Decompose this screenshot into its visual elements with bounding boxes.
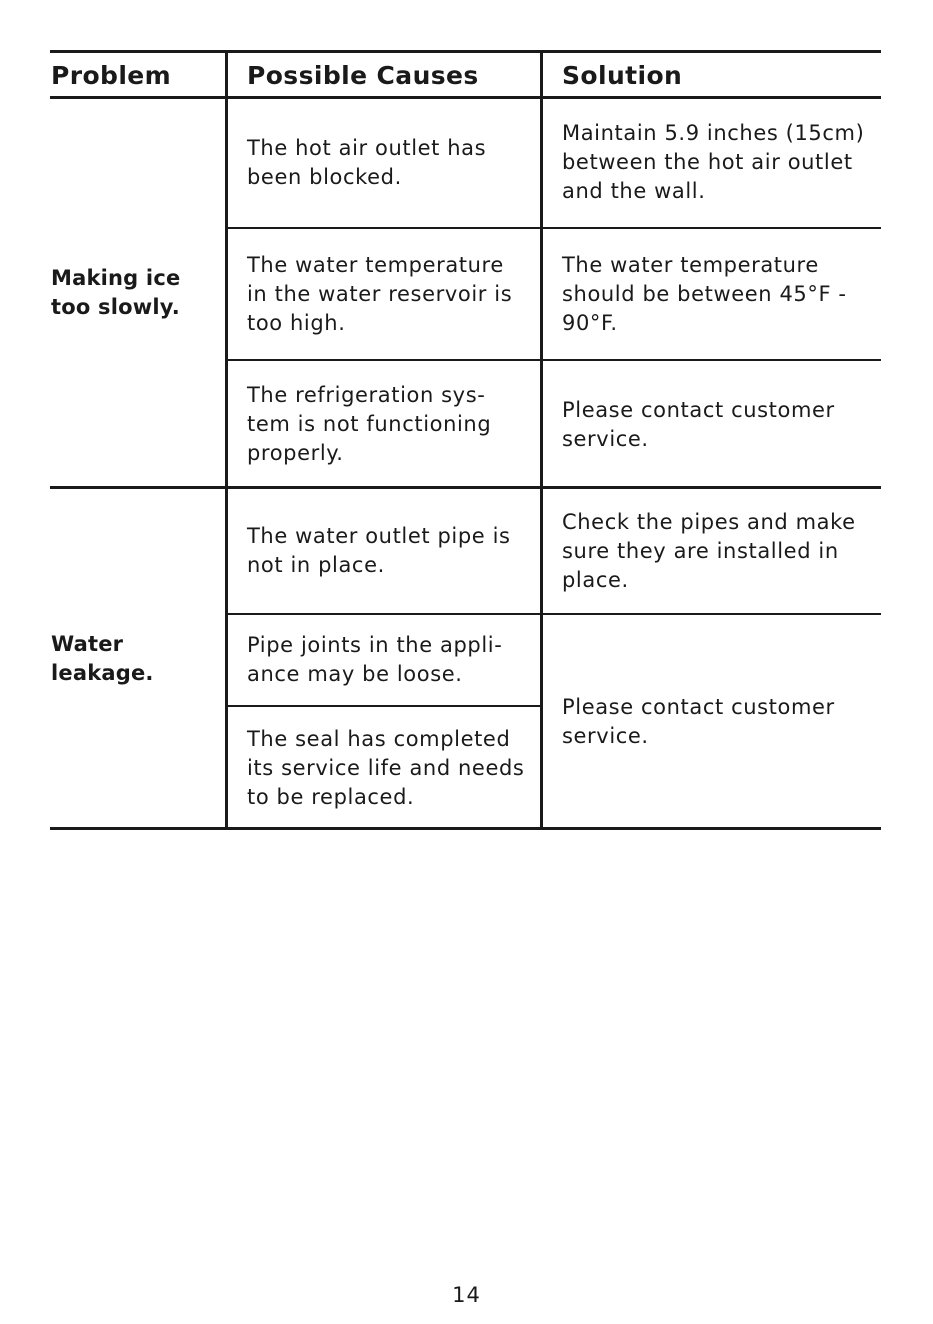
header-bottom-rule [50,96,881,99]
solution-cell: The water temperature should be between 45°F - 90°F. [562,253,847,335]
column-divider [540,50,543,830]
row-divider [227,613,881,615]
cause-cell: The seal has completed its service life and needs to be replaced. [247,727,525,809]
table-bottom-rule [50,827,881,830]
table-top-rule [50,50,881,53]
page-number: 14 [452,1283,481,1307]
cause-cell: The water outlet pipe is not in place. [247,524,511,577]
problem-making-ice-slowly: Making ice too slowly. [51,266,181,319]
header-solution: Solution [562,61,683,90]
header-problem: Problem [51,61,172,90]
group-divider [50,486,881,489]
cause-cell: The water temperature in the water reservoir is too high. [247,253,513,335]
solution-cell: Maintain 5.9 inches (15cm) between the hot air outlet and the wall. [562,121,865,203]
row-divider [227,359,881,361]
header-possible-causes: Possible Causes [247,61,479,90]
solution-cell: Please contact customer service. [562,398,835,451]
row-divider [227,227,881,229]
cause-cell: The refrigeration sys- tem is not functioning properly. [247,383,492,465]
cause-cell: The hot air outlet has been blocked. [247,136,487,189]
column-divider [225,50,228,830]
solution-cell-shared: Please contact customer service. [562,695,835,748]
cause-cell: Pipe joints in the appli- ance may be loose. [247,633,503,686]
problem-water-leakage: Water leakage. [51,632,154,685]
solution-cell: Check the pipes and make sure they are installed in place. [562,510,856,592]
row-divider [227,705,541,707]
